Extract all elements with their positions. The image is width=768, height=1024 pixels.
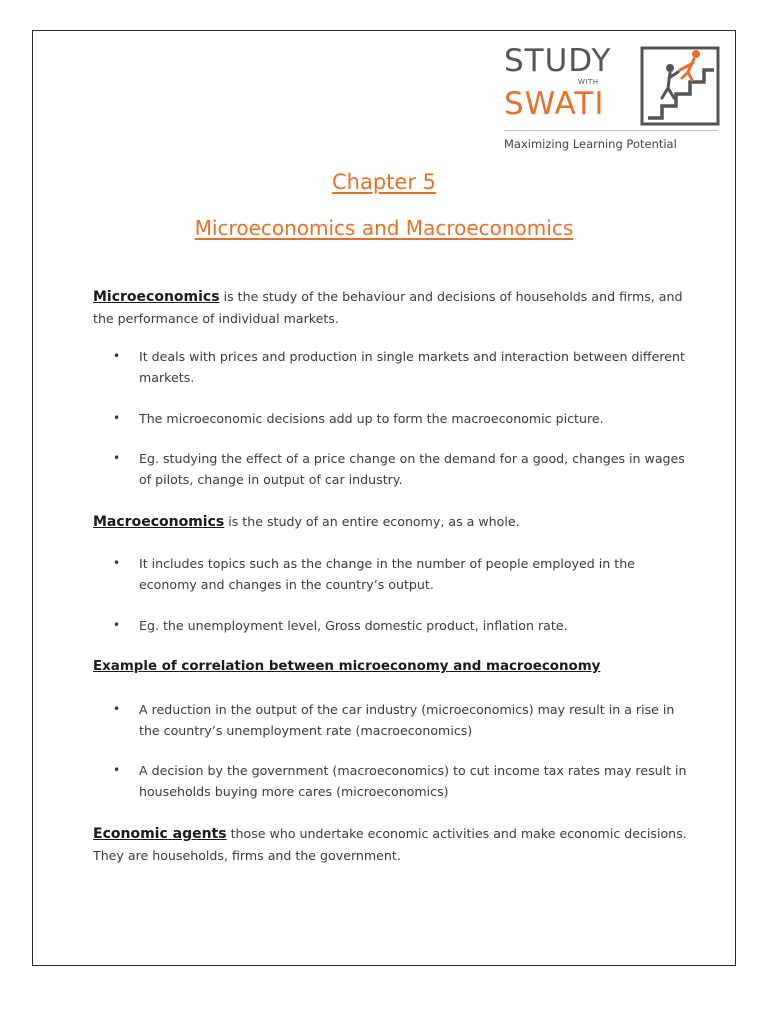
bullet-icon: • [113,411,121,425]
logo-study-text: STUDY [504,43,612,79]
agents-definition-text: those who undertake economic activities and make economic decisions. They are households, firms and the government. [93,826,687,863]
agents-term: Economic agents [93,826,227,842]
bullet-icon: • [113,349,121,363]
micro-definition-text: is the study of the behaviour and decisions of households and firms, and the performance of individual markets. [93,289,683,326]
bullet-icon: • [113,451,121,465]
stairs-climb-icon [640,46,720,126]
logo-tagline: Maximizing Learning Potential [504,137,677,151]
chapter-title: Chapter 5 [332,170,436,194]
bullet-icon: • [113,556,121,570]
micro-term: Microeconomics [93,289,220,305]
bullet-text: The microeconomic decisions add up to form the macroeconomic picture. [139,411,604,426]
bullet-icon: • [113,702,121,716]
macro-term: Macroeconomics [93,514,225,530]
bullet-icon: • [113,763,121,777]
logo-with-text: WITH [578,78,599,86]
agents-definition [93,823,693,866]
bullet-text: Eg. studying the effect of a price change on the demand for a good, changes in wages of pilots, change in output of car industry. [139,451,685,487]
study-with-swati-logo [504,44,724,156]
bullet-text: It includes topics such as the change in the number of people employed in the economy and changes in the country’s output. [139,556,635,592]
macro-definition-text: is the study of an entire economy, as a whole. [228,514,520,529]
macro-definition [93,511,693,533]
bullet-icon: • [113,618,121,632]
bullet-text: A decision by the government (macroeconomics) to cut income tax rates may result in households buying more cares (microeconomics) [139,763,687,799]
micro-definition [93,286,693,329]
correlation-heading: Example of correlation between microeconomy and macroeconomy [93,659,601,674]
bullet-text: Eg. the unemployment level, Gross domestic product, inflation rate. [139,618,568,633]
chapter-subtitle: Microeconomics and Macroeconomics [194,216,574,240]
logo-swati-text: SWATI [504,86,605,122]
bullet-text: It deals with prices and production in single markets and interaction between different markets. [139,349,685,385]
bullet-text: A reduction in the output of the car industry (microeconomics) may result in a rise in the country’s unemployment rate (macroeconomics) [139,702,675,738]
logo-divider [504,130,718,131]
